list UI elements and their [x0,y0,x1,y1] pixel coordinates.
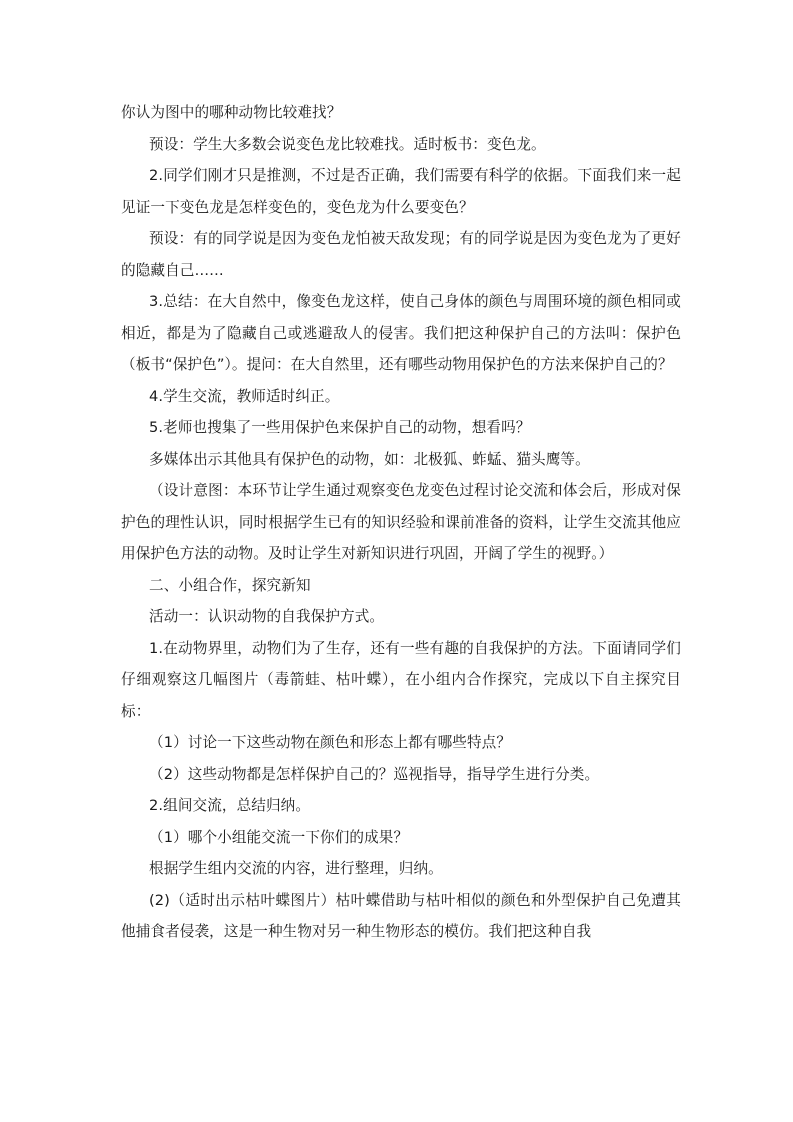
paragraph: （1）讨论一下这些动物在颜色和形态上都有哪些特点？ [149,734,512,751]
paragraph: 2.同学们刚才只是推测，不过是否正确，我们需要有科学的依据。下面我们来一起见证一下变色龙是怎样变色的，变色龙为什么要变色？ [121,167,681,216]
paragraph: 你认为图中的哪种动物比较难找？ [121,104,342,121]
document-body [121,97,681,948]
paragraph: 多媒体出示其他具有保护色的动物，如：北极狐、蚱蜢、猫头鹰等。 [149,450,590,468]
paragraph: （1）哪个小组能交流一下你们的成果？ [149,828,409,846]
section-heading: 二、小组合作，探究新知 [149,576,311,594]
paragraph: （设计意图：本环节让学生通过观察变色龙变色过程讨论交流和体会后，形成对保护色的理性认识，同时根据学生已有的知识经验和课前准备的资料，让学生交流其他应用保护色方法的动物。及时让学生对新知识进行巩固，开阔了学生的视野。） [121,482,681,562]
paragraph: 1.在动物界里，动物们为了生存，还有一些有趣的自我保护的方法。下面请同学们仔细观察这几幅图片（毒箭蛙、枯叶蝶），在小组内合作探究，完成以下自主探究目标： [121,639,681,720]
paragraph: 5.老师也搜集了一些用保护色来保护自己的动物，想看吗？ [149,419,531,436]
paragraph: （2）这些动物都是怎样保护自己的？巡视指导，指导学生进行分类。 [149,765,600,783]
paragraph: 预设：有的同学说是因为变色龙怕被天敌发现；有的同学说是因为变色龙为了更好的隐藏自己…… [121,230,681,279]
paragraph: 4.学生交流，教师适时纠正。 [149,387,340,405]
paragraph: 2.组间交流，总结归纳。 [149,797,311,814]
paragraph: 活动一：认识动物的自我保护方式。 [149,608,385,625]
paragraph: 预设：学生大多数会说变色龙比较难找。适时板书：变色龙。 [149,135,546,153]
paragraph: 3.总结：在大自然中，像变色龙这样，使自己身体的颜色与周围环境的颜色相同或相近，都是为了隐藏自己或逃避敌人的侵害。我们把这种保护自己的方法叫：保护色（板书“保护色”）。提问：在大自然里，还有哪些动物用保护色的方法来保护自己的？ [121,293,681,373]
paragraph: (2)（适时出示枯叶蝶图片）枯叶蝶借助与枯叶相似的颜色和外型保护自己免遭其他捕食者侵袭，这是一种生物对另一种生物形态的模仿。我们把这种自我 [121,891,681,940]
paragraph: 根据学生组内交流的内容，进行整理，归纳。 [149,860,443,877]
